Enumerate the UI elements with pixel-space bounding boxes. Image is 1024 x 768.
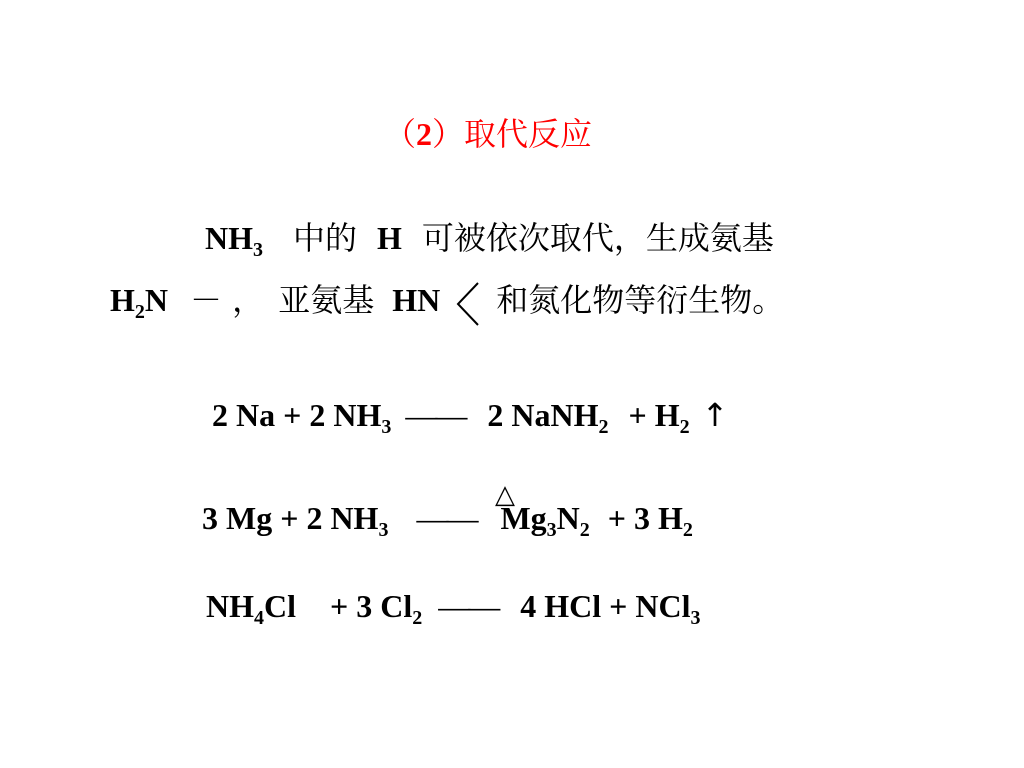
equation-2 — [202, 498, 693, 541]
eq2-arrow: —— — [416, 500, 477, 536]
formula-h2n-sub: 2 — [134, 301, 145, 323]
eq2-product-mg-sub: 3 — [546, 519, 557, 541]
eq2-product-h2-sub: 2 — [682, 519, 693, 541]
eq3-reactant-nh-sub: 4 — [254, 607, 264, 629]
bond-angle-icon — [454, 281, 482, 327]
text-dash-comma: － ， — [190, 281, 265, 319]
eq3-reactant-nh: NH — [206, 588, 254, 624]
eq1-product-2: + H — [628, 397, 680, 433]
formula-h2n-h: H — [110, 282, 135, 318]
eq3-arrow: —— — [438, 588, 499, 624]
formula-nh-text: NH — [205, 220, 253, 256]
eq2-product-n-sub: 2 — [579, 519, 590, 541]
gas-arrow-icon: ↑ — [701, 396, 729, 434]
eq2-product-h2: + 3 H — [607, 500, 683, 536]
formula-h2n-n: N — [144, 282, 168, 318]
eq1-product-1-sub: 2 — [598, 416, 609, 438]
formula-h2n — [110, 282, 168, 323]
eq3-reactant-cl: Cl — [264, 588, 296, 624]
eq1-product-1: 2 NaNH — [487, 397, 599, 433]
eq2-reactant-sub: 3 — [378, 519, 389, 541]
paragraph-line-2 — [110, 280, 784, 327]
text-derivatives: 和氮化物等衍生物。 — [496, 281, 785, 319]
eq2-product-mg: Mg — [500, 500, 547, 536]
eq3-reactant-cl2-sub: 2 — [412, 607, 423, 629]
title-text: ）取代反应 — [432, 115, 593, 153]
title-open-paren: （ — [384, 115, 417, 153]
paragraph-line-1 — [205, 218, 774, 261]
formula-nh-sub: 3 — [253, 239, 263, 261]
eq3-products-sub: 3 — [690, 607, 701, 629]
eq1-reactants: 2 Na + 2 NH — [212, 397, 382, 433]
text-imino: 亚氨基 — [278, 281, 375, 319]
equation-3 — [206, 586, 701, 629]
slide-title — [384, 114, 592, 154]
eq1-reactant-sub: 3 — [381, 416, 392, 438]
formula-hn: HN — [392, 282, 441, 318]
text-replace-desc: 可被依次取代，生成氨基 — [421, 219, 774, 257]
equation-1 — [212, 395, 729, 438]
eq2-reactants: 3 Mg + 2 NH — [202, 500, 379, 536]
eq2-product-n: N — [556, 500, 580, 536]
title-number: 2 — [416, 116, 433, 152]
eq1-arrow: —— — [405, 397, 466, 433]
text-zhongde: 中的 — [293, 219, 358, 257]
eq3-reactant-cl2: + 3 Cl — [330, 588, 413, 624]
eq1-product-2-sub: 2 — [679, 416, 690, 438]
heat-condition-icon: △ — [495, 480, 515, 510]
eq3-products: 4 HCl + NCl — [520, 588, 691, 624]
text-h: H — [377, 220, 402, 256]
formula-nh3 — [205, 220, 263, 261]
